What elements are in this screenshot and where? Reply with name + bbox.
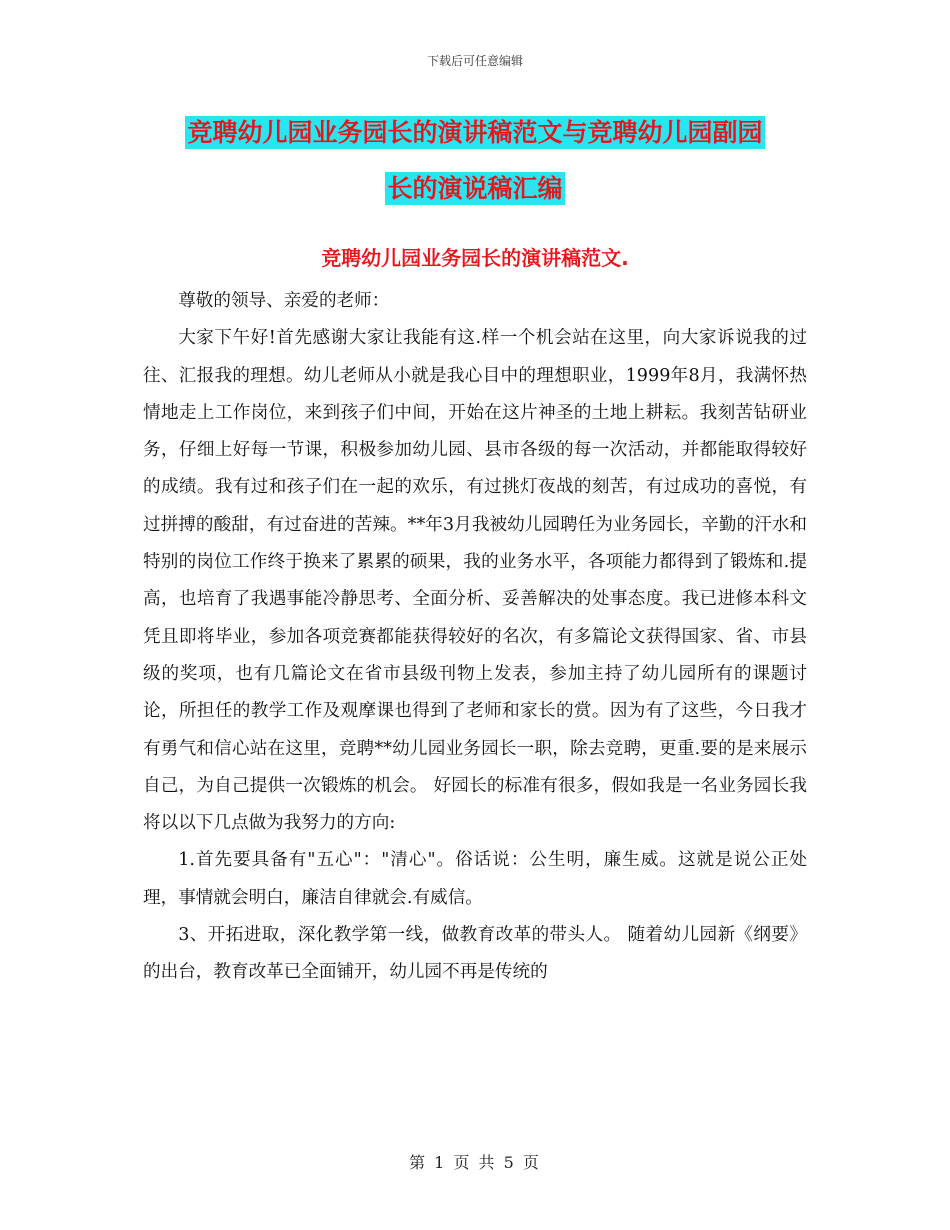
paragraph: 1.首先要具备有"五心"："清心"。俗话说：公生明，廉生威。这就是说公正处理，事情就会明白，廉洁自律就会.有威信。 — [143, 850, 807, 908]
page-footer: 第 1 页 共 5 页 — [409, 1153, 541, 1172]
section-title: 竞聘幼儿园业务园长的演讲稿范文. — [321, 246, 629, 270]
title-line-2: 长的演说稿汇编 — [387, 174, 563, 203]
header-note: 下载后可任意编辑 — [426, 54, 523, 68]
paragraph: 3、开拓进取，深化教学第一线，做教育改革的带头人。 随着幼儿园新《纲要》的出台，教育改革已全面铺开，幼儿园不再是传统的 — [143, 925, 807, 983]
salutation: 尊敬的领导、亲爱的老师： — [178, 291, 390, 311]
body-text — [143, 283, 807, 992]
paragraph: 大家下午好!首先感谢大家让我能有这.样一个机会站在这里，向大家诉说我的过往、汇报我的理想。幼儿老师从小就是我心目中的理想职业，1999年8月，我满怀热情地走上工作岗位，来到孩子们中间，开始在这片神圣的土地上耕耘。我刻苦钻研业务，仔细上好每一节课，积极参加幼儿园、县市各级的每一次活动，并都能取得较好的成绩。我有过和孩子们在一起的欢乐，有过挑灯夜战的刻苦，有过成功的喜悦，有过拼搏的酸甜，有过奋进的苦辣。**年3月我被幼儿园聘任为业务园长，辛勤的汗水和特别的岗位工作终于换来了累累的硕果，我的业务水平，各项能力都得到了锻炼和.提高，也培育了我遇事能冷静思考、全面分析、妥善解决的处事态度。我已进修本科文凭且即将毕业，参加各项竞赛都能获得较好的名次，有多篇论文获得国家、省、市县级的奖项，也有几篇论文在省市县级刊物上发表，参加主持了幼儿园所有的课题讨论，所担任的教学工作及观摩课也得到了老师和家长的赏。因为有了这些，今日我才有勇气和信心站在这里，竞聘**幼儿园业务园长一职，除去竞聘，更重.要的是来展示自己，为自己提供一次锻炼的机会。 好园长的标准有很多，假如我是一名业务园长我将以以下几点做为我努力的方向: — [143, 328, 807, 834]
document-title — [140, 105, 810, 217]
title-line-1: 竞聘幼儿园业务园长的演讲稿范文与竞聘幼儿园副园 — [187, 118, 763, 147]
